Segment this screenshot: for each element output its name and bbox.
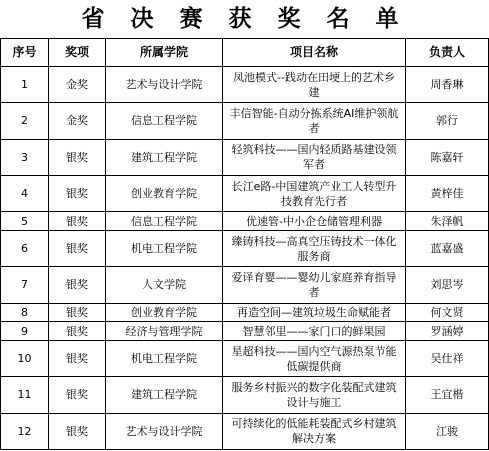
cell-leader: 江骏 xyxy=(406,413,489,449)
table-header-row xyxy=(1,39,489,67)
cell-index: 9 xyxy=(1,322,49,341)
cell-college: 经济与管理学院 xyxy=(106,322,223,341)
table-row xyxy=(1,340,489,376)
table-row xyxy=(1,322,489,341)
cell-index: 10 xyxy=(1,340,49,376)
cell-college: 人文学院 xyxy=(106,267,223,303)
cell-index: 5 xyxy=(1,212,49,231)
cell-award: 金奖 xyxy=(49,103,106,139)
cell-index: 1 xyxy=(1,67,49,103)
cell-award: 银奖 xyxy=(49,267,106,303)
cell-index: 7 xyxy=(1,267,49,303)
cell-project: 优速管-中小企仓储管理利器 xyxy=(223,212,406,231)
cell-project: 可持续化的低能耗装配式乡村建筑解决方案 xyxy=(223,413,406,449)
cell-project: 轻筑科技——国内轻质路基建设领军者 xyxy=(223,139,406,175)
cell-college: 建筑工程学院 xyxy=(106,377,223,413)
cell-project: 服务乡村振兴的数字化装配式建筑设计与施工 xyxy=(223,377,406,413)
cell-leader: 王宜楷 xyxy=(406,377,489,413)
table-row xyxy=(1,377,489,413)
cell-leader: 罗涵婷 xyxy=(406,322,489,341)
table-row xyxy=(1,413,489,449)
header-college: 所属学院 xyxy=(106,39,223,67)
cell-project: 丰信智能-自动分拣系统AI维护领航者 xyxy=(223,103,406,139)
cell-college: 机电工程学院 xyxy=(106,340,223,376)
cell-college: 机电工程学院 xyxy=(106,230,223,266)
cell-project: 爱译育婴——婴幼儿家庭养育指导者 xyxy=(223,267,406,303)
cell-award: 银奖 xyxy=(49,340,106,376)
cell-leader: 蓝嘉盛 xyxy=(406,230,489,266)
cell-leader: 朱泽帆 xyxy=(406,212,489,231)
cell-leader: 何文贤 xyxy=(406,303,489,322)
table-row xyxy=(1,103,489,139)
cell-index: 4 xyxy=(1,175,49,211)
cell-award: 银奖 xyxy=(49,322,106,341)
cell-award: 银奖 xyxy=(49,303,106,322)
cell-award: 银奖 xyxy=(49,139,106,175)
awards-table xyxy=(0,38,489,450)
page-title: 省 决 赛 获 奖 名 单 xyxy=(81,5,408,32)
cell-college: 艺术与设计学院 xyxy=(106,67,223,103)
cell-college: 信息工程学院 xyxy=(106,212,223,231)
table-row xyxy=(1,139,489,175)
cell-index: 3 xyxy=(1,139,49,175)
table-row xyxy=(1,230,489,266)
cell-college: 信息工程学院 xyxy=(106,103,223,139)
header-award: 奖项 xyxy=(49,39,106,67)
cell-college: 创业教育学院 xyxy=(106,303,223,322)
cell-project: 再造空间—建筑垃圾生命赋能者 xyxy=(223,303,406,322)
table-row xyxy=(1,267,489,303)
cell-award: 银奖 xyxy=(49,413,106,449)
cell-index: 8 xyxy=(1,303,49,322)
cell-leader: 陈嘉轩 xyxy=(406,139,489,175)
cell-leader: 周香琳 xyxy=(406,67,489,103)
cell-project: 凤池模式--践动在田埂上的艺术乡建 xyxy=(223,67,406,103)
cell-award: 银奖 xyxy=(49,230,106,266)
table-row xyxy=(1,212,489,231)
cell-award: 银奖 xyxy=(49,212,106,231)
header-project: 项目名称 xyxy=(223,39,406,67)
cell-index: 6 xyxy=(1,230,49,266)
cell-index: 12 xyxy=(1,413,49,449)
cell-leader: 刘思岑 xyxy=(406,267,489,303)
cell-award: 银奖 xyxy=(49,175,106,211)
table-row xyxy=(1,67,489,103)
cell-college: 艺术与设计学院 xyxy=(106,413,223,449)
cell-project: 臻铸科技—高真空压铸技术一体化服务商 xyxy=(223,230,406,266)
header-leader: 负责人 xyxy=(406,39,489,67)
cell-leader: 吴仕祥 xyxy=(406,340,489,376)
cell-project: 智慧邻里——家门口的鲜果园 xyxy=(223,322,406,341)
header-index: 序号 xyxy=(1,39,49,67)
table-row xyxy=(1,175,489,211)
table-row xyxy=(1,303,489,322)
cell-index: 11 xyxy=(1,377,49,413)
cell-project: 长江e路-中国建筑产业工人转型升技教育先行者 xyxy=(223,175,406,211)
cell-leader: 黄梓佳 xyxy=(406,175,489,211)
cell-award: 银奖 xyxy=(49,377,106,413)
cell-college: 建筑工程学院 xyxy=(106,139,223,175)
cell-leader: 郭行 xyxy=(406,103,489,139)
cell-college: 创业教育学院 xyxy=(106,175,223,211)
cell-award: 金奖 xyxy=(49,67,106,103)
cell-index: 2 xyxy=(1,103,49,139)
cell-project: 星超科技——国内空气源热泵节能低碳提供商 xyxy=(223,340,406,376)
